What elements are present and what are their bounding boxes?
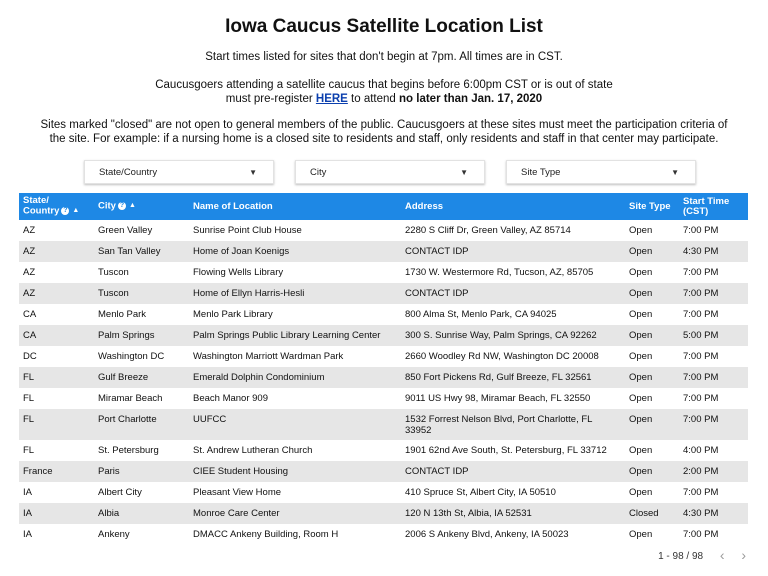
location-name-cell: Home of Ellyn Harris-Hesli — [189, 283, 401, 304]
start-time-cell: 2:00 PM — [679, 461, 748, 482]
state-cell: FL — [19, 440, 94, 461]
address-cell: 2280 S Cliff Dr, Green Valley, AZ 85714 — [401, 220, 625, 241]
preregister-link[interactable]: HERE — [315, 93, 348, 105]
address-cell: CONTACT IDP — [401, 461, 625, 482]
header-state-label-b: Country — [23, 205, 60, 217]
state-country-filter[interactable] — [84, 160, 274, 184]
city-cell: Albert City — [94, 482, 189, 503]
state-country-filter-label: State/Country — [99, 167, 158, 178]
state-cell: AZ — [19, 262, 94, 283]
start-time-cell: 7:00 PM — [679, 388, 748, 409]
site-type-cell: Open — [625, 241, 679, 262]
state-cell: AZ — [19, 220, 94, 241]
site-type-cell: Open — [625, 346, 679, 367]
address-cell: CONTACT IDP — [401, 283, 625, 304]
start-time-cell: 7:00 PM — [679, 346, 748, 367]
address-cell: 300 S. Sunrise Way, Palm Springs, CA 92262 — [401, 325, 625, 346]
address-cell: CONTACT IDP — [401, 241, 625, 262]
address-cell: 9011 US Hwy 98, Miramar Beach, FL 32550 — [401, 388, 625, 409]
header-state-label-a: State/ — [23, 195, 49, 207]
intro-preregister-line1: Caucusgoers attending a satellite caucus that begins before 6:00pm CST or is out of state — [155, 79, 613, 91]
address-cell: 850 Fort Pickens Rd, Gulf Breeze, FL 32561 — [401, 367, 625, 388]
city-cell: Tuscon — [94, 262, 189, 283]
location-name-cell: St. Andrew Lutheran Church — [189, 440, 401, 461]
header-start-label-b: (CST) — [683, 205, 709, 217]
header-city[interactable] — [94, 193, 189, 220]
table-row — [19, 325, 748, 346]
state-cell: CA — [19, 325, 94, 346]
intro-closed-line1: Sites marked "closed" are not open to general members of the public. Caucusgoers at these sites must meet the participation criteria of — [40, 119, 728, 131]
location-name-cell: Flowing Wells Library — [189, 262, 401, 283]
location-name-cell: Monroe Care Center — [189, 503, 401, 524]
pagination — [658, 547, 746, 563]
page-title: Iowa Caucus Satellite Location List — [225, 16, 543, 37]
city-cell: Palm Springs — [94, 325, 189, 346]
site-type-cell: Open — [625, 440, 679, 461]
table-row — [19, 262, 748, 283]
state-cell: DC — [19, 346, 94, 367]
header-city-label: City — [98, 200, 116, 212]
location-name-cell: Home of Joan Koenigs — [189, 241, 401, 262]
city-cell: St. Petersburg — [94, 440, 189, 461]
intro-start-times: Start times listed for sites that don't begin at 7pm. All times are in CST. — [205, 51, 563, 63]
city-cell: Green Valley — [94, 220, 189, 241]
table-row — [19, 283, 748, 304]
location-name-cell: Washington Marriott Wardman Park — [189, 346, 401, 367]
city-cell: Gulf Breeze — [94, 367, 189, 388]
table-row — [19, 388, 748, 409]
header-start-label-a: Start Time — [683, 195, 730, 207]
site-type-cell: Open — [625, 461, 679, 482]
site-type-cell: Open — [625, 304, 679, 325]
header-address[interactable]: Address — [401, 193, 625, 220]
table-header-row — [19, 193, 748, 220]
city-cell: Miramar Beach — [94, 388, 189, 409]
address-cell: 1730 W. Westermore Rd, Tucson, AZ, 85705 — [401, 262, 625, 283]
table-row — [19, 241, 748, 262]
state-cell: IA — [19, 503, 94, 524]
table-row — [19, 220, 748, 241]
location-name-cell: UUFCC — [189, 409, 401, 440]
city-filter-label: City — [310, 167, 327, 178]
site-type-cell: Open — [625, 482, 679, 503]
start-time-cell: 7:00 PM — [679, 409, 748, 440]
state-cell: CA — [19, 304, 94, 325]
location-name-cell: Pleasant View Home — [189, 482, 401, 503]
site-type-cell: Open — [625, 409, 679, 440]
site-type-cell: Closed — [625, 503, 679, 524]
site-type-filter-label: Site Type — [521, 167, 561, 178]
city-cell: Ankeny — [94, 524, 189, 545]
header-name[interactable]: Name of Location — [189, 193, 401, 220]
help-icon[interactable]: ? — [63, 207, 68, 215]
table-row — [19, 461, 748, 482]
site-type-cell: Open — [625, 367, 679, 388]
city-cell: Menlo Park — [94, 304, 189, 325]
intro-preregister-text2: to attend — [347, 93, 400, 105]
site-type-cell: Open — [625, 524, 679, 545]
table-row — [19, 346, 748, 367]
address-cell: 120 N 13th St, Albia, IA 52531 — [401, 503, 625, 524]
intro-closed-line2: the site. For example: if a nursing home is a closed site to residents and staff, only residents and staff in that center may participate. — [49, 133, 719, 145]
table-body — [19, 220, 748, 545]
location-name-cell: Menlo Park Library — [189, 304, 401, 325]
header-state-country[interactable] — [19, 193, 94, 220]
help-icon[interactable]: ? — [119, 202, 125, 210]
table-row — [19, 367, 748, 388]
preregister-deadline: no later than Jan. 17, 2020 — [399, 93, 543, 105]
address-cell: 1901 62nd Ave South, St. Petersburg, FL 33712 — [401, 440, 625, 461]
site-type-cell: Open — [625, 325, 679, 346]
sort-asc-icon[interactable]: ▲ — [128, 202, 136, 210]
table-row — [19, 409, 748, 440]
table-row — [19, 503, 748, 524]
table-row — [19, 304, 748, 325]
state-cell: AZ — [19, 241, 94, 262]
address-cell: 800 Alma St, Menlo Park, CA 94025 — [401, 304, 625, 325]
city-cell: Tuscon — [94, 283, 189, 304]
start-time-cell: 4:00 PM — [679, 440, 748, 461]
state-cell: France — [19, 461, 94, 482]
address-cell: 410 Spruce St, Albert City, IA 50510 — [401, 482, 625, 503]
site-type-cell: Open — [625, 220, 679, 241]
start-time-cell: 4:30 PM — [679, 241, 748, 262]
table-row — [19, 524, 748, 545]
header-start-time[interactable] — [679, 193, 748, 220]
chevron-right-icon[interactable]: › — [741, 547, 746, 563]
chevron-down-icon: ▼ — [249, 168, 257, 177]
header-site-type[interactable]: Site Type — [625, 193, 679, 220]
locations-table — [19, 193, 748, 545]
state-cell: FL — [19, 409, 94, 440]
start-time-cell: 7:00 PM — [679, 482, 748, 503]
site-type-cell: Open — [625, 262, 679, 283]
location-name-cell: Sunrise Point Club House — [189, 220, 401, 241]
state-cell: FL — [19, 367, 94, 388]
intro-closed-sites — [20, 118, 748, 146]
chevron-down-icon: ▼ — [460, 168, 468, 177]
state-cell: IA — [19, 482, 94, 503]
table-row — [19, 482, 748, 503]
location-name-cell: Emerald Dolphin Condominium — [189, 367, 401, 388]
address-cell: 1532 Forrest Nelson Blvd, Port Charlotte, FL 33952 — [401, 409, 625, 440]
site-type-filter[interactable] — [506, 160, 696, 184]
location-name-cell: Beach Manor 909 — [189, 388, 401, 409]
city-cell: Albia — [94, 503, 189, 524]
city-cell: San Tan Valley — [94, 241, 189, 262]
sort-asc-icon[interactable]: ▲ — [72, 207, 80, 215]
start-time-cell: 5:00 PM — [679, 325, 748, 346]
state-cell: IA — [19, 524, 94, 545]
start-time-cell: 4:30 PM — [679, 503, 748, 524]
state-cell: AZ — [19, 283, 94, 304]
chevron-down-icon: ▼ — [671, 168, 679, 177]
intro-preregister-text: must pre-register — [225, 93, 316, 105]
start-time-cell: 7:00 PM — [679, 367, 748, 388]
start-time-cell: 7:00 PM — [679, 262, 748, 283]
start-time-cell: 7:00 PM — [679, 304, 748, 325]
start-time-cell: 7:00 PM — [679, 524, 748, 545]
location-name-cell: CIEE Student Housing — [189, 461, 401, 482]
pagination-range: 1 - 98 / 98 — [658, 551, 704, 562]
intro-preregister — [20, 78, 748, 106]
start-time-cell: 7:00 PM — [679, 220, 748, 241]
state-cell: FL — [19, 388, 94, 409]
city-cell: Port Charlotte — [94, 409, 189, 440]
city-filter[interactable] — [295, 160, 485, 184]
site-type-cell: Open — [625, 283, 679, 304]
city-cell: Paris — [94, 461, 189, 482]
location-name-cell: DMACC Ankeny Building, Room H — [189, 524, 401, 545]
chevron-left-icon[interactable]: ‹ — [719, 547, 725, 563]
site-type-cell: Open — [625, 388, 679, 409]
city-cell: Washington DC — [94, 346, 189, 367]
location-name-cell: Palm Springs Public Library Learning Center — [189, 325, 401, 346]
address-cell: 2006 S Ankeny Blvd, Ankeny, IA 50023 — [401, 524, 625, 545]
address-cell: 2660 Woodley Rd NW, Washington DC 20008 — [401, 346, 625, 367]
table-row — [19, 440, 748, 461]
start-time-cell: 7:00 PM — [679, 283, 748, 304]
